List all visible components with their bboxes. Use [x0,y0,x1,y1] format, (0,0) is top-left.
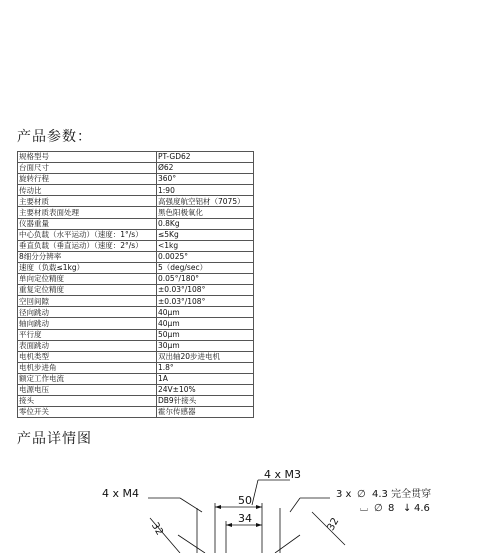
table-row [18,218,254,229]
spec-param-name: 电机类型 [18,351,157,362]
spec-param-name: 电机步进角 [18,362,157,373]
table-row [18,318,254,329]
spec-param-value: 1.8° [157,362,254,373]
spec-param-name: 轴向跳动 [18,318,157,329]
arrow-50-left [215,505,221,509]
table-row [18,185,254,196]
spec-param-value: 360° [157,174,254,185]
section-title-details: 产品详情图 [17,431,92,447]
counterbore-dia: 8 [388,503,395,514]
table-row [18,307,254,318]
spec-param-value: 0.05°/180° [157,274,254,285]
dim-50: 50 [238,494,252,507]
counterbore-icon: ⌴ [360,503,368,514]
spec-param-name: 零位开关 [18,407,157,418]
spec-param-name: 主要材质 [18,196,157,207]
leader-hole-diag [290,498,300,512]
spec-param-value: ±0.03°/108° [157,296,254,307]
spec-param-name: 仪器重量 [18,218,157,229]
dim-32-right: 32 [325,516,342,533]
spec-param-value: DB9针接头 [157,396,254,407]
spec-param-value: 黑色阳极氧化 [157,207,254,218]
table-row [18,196,254,207]
spec-param-name: 电源电压 [18,384,157,395]
dim-32-left: 32 [148,520,165,538]
spec-param-value: 30μm [157,340,254,351]
depth-icon: ↓ [403,503,412,514]
curve-hint-right [275,535,300,553]
spec-param-value: Ø62 [157,163,254,174]
spec-table [17,151,254,418]
table-row [18,362,254,373]
spec-param-value: 双出轴20步进电机 [157,351,254,362]
spec-param-name: 速度（负载≤1kg） [18,262,157,273]
spec-param-name: 径向跳动 [18,307,157,318]
spec-param-name: 重复定位精度 [18,285,157,296]
spec-param-value: 5（deg/sec） [157,262,254,273]
table-row [18,329,254,340]
spec-param-name: 额定工作电流 [18,373,157,384]
counterbore-dia-symbol: ∅ [374,503,383,514]
spec-param-name: 8细分分辨率 [18,251,157,262]
spec-param-value: 50μm [157,329,254,340]
spec-param-value: ≤5Kg [157,229,254,240]
section-title-params: 产品参数： [17,129,92,145]
table-row [18,240,254,251]
spec-param-value: <1kg [157,240,254,251]
table-row [18,262,254,273]
table-row [18,296,254,307]
table-row [18,373,254,384]
spec-param-name: 旋转行程 [18,174,157,185]
leader-m3-diag [252,480,258,505]
spec-param-name: 空回间隙 [18,296,157,307]
table-row [18,396,254,407]
label-m3: 4 x M3 [264,468,301,481]
spec-param-value: 1:90 [157,185,254,196]
label-hole-count: 3 x [336,489,352,500]
dim-34: 34 [238,512,252,525]
curve-hint-left [178,535,205,553]
spec-param-name: 单向定位精度 [18,274,157,285]
table-row [18,163,254,174]
spec-param-value: 40μm [157,318,254,329]
arrow-50-right [256,505,262,509]
leader-m4-diag [180,498,202,512]
spec-param-name: 接头 [18,396,157,407]
table-row [18,384,254,395]
spec-param-value: 0.0025° [157,251,254,262]
table-row [18,340,254,351]
spec-param-name: 台面尺寸 [18,163,157,174]
counterbore-depth: 4.6 [414,503,430,514]
table-row [18,285,254,296]
spec-param-name: 垂直负载（垂直运动）（速度：2°/s） [18,240,157,251]
spec-param-value: ±0.03°/108° [157,285,254,296]
arrow-34-left [226,523,232,527]
table-row [18,174,254,185]
label-m4: 4 x M4 [102,487,139,500]
hole-dia-symbol: ∅ [357,489,366,500]
spec-param-value: 40μm [157,307,254,318]
spec-param-value: 霍尔传感器 [157,407,254,418]
spec-param-value: 24V±10% [157,384,254,395]
spec-param-value: PT-GD62 [157,152,254,163]
spec-param-value: 0.8Kg [157,218,254,229]
spec-param-name: 平行度 [18,329,157,340]
spec-param-name: 主要材质表面处理 [18,207,157,218]
table-row [18,274,254,285]
spec-param-name: 表面跳动 [18,340,157,351]
table-row [18,351,254,362]
table-row [18,251,254,262]
spec-param-name: 中心负载（水平运动）（速度：1°/s） [18,229,157,240]
table-row [18,207,254,218]
table-row [18,229,254,240]
spec-param-name: 传动比 [18,185,157,196]
table-row [18,407,254,418]
spec-param-value: 1A [157,373,254,384]
hole-dia-value: 4.3 完全贯穿 [372,489,432,500]
technical-drawing [0,450,480,553]
arrow-34-right [256,523,262,527]
table-row [18,152,254,163]
spec-param-name: 规格型号 [18,152,157,163]
spec-param-value: 高强度航空铝材（7075） [157,196,254,207]
